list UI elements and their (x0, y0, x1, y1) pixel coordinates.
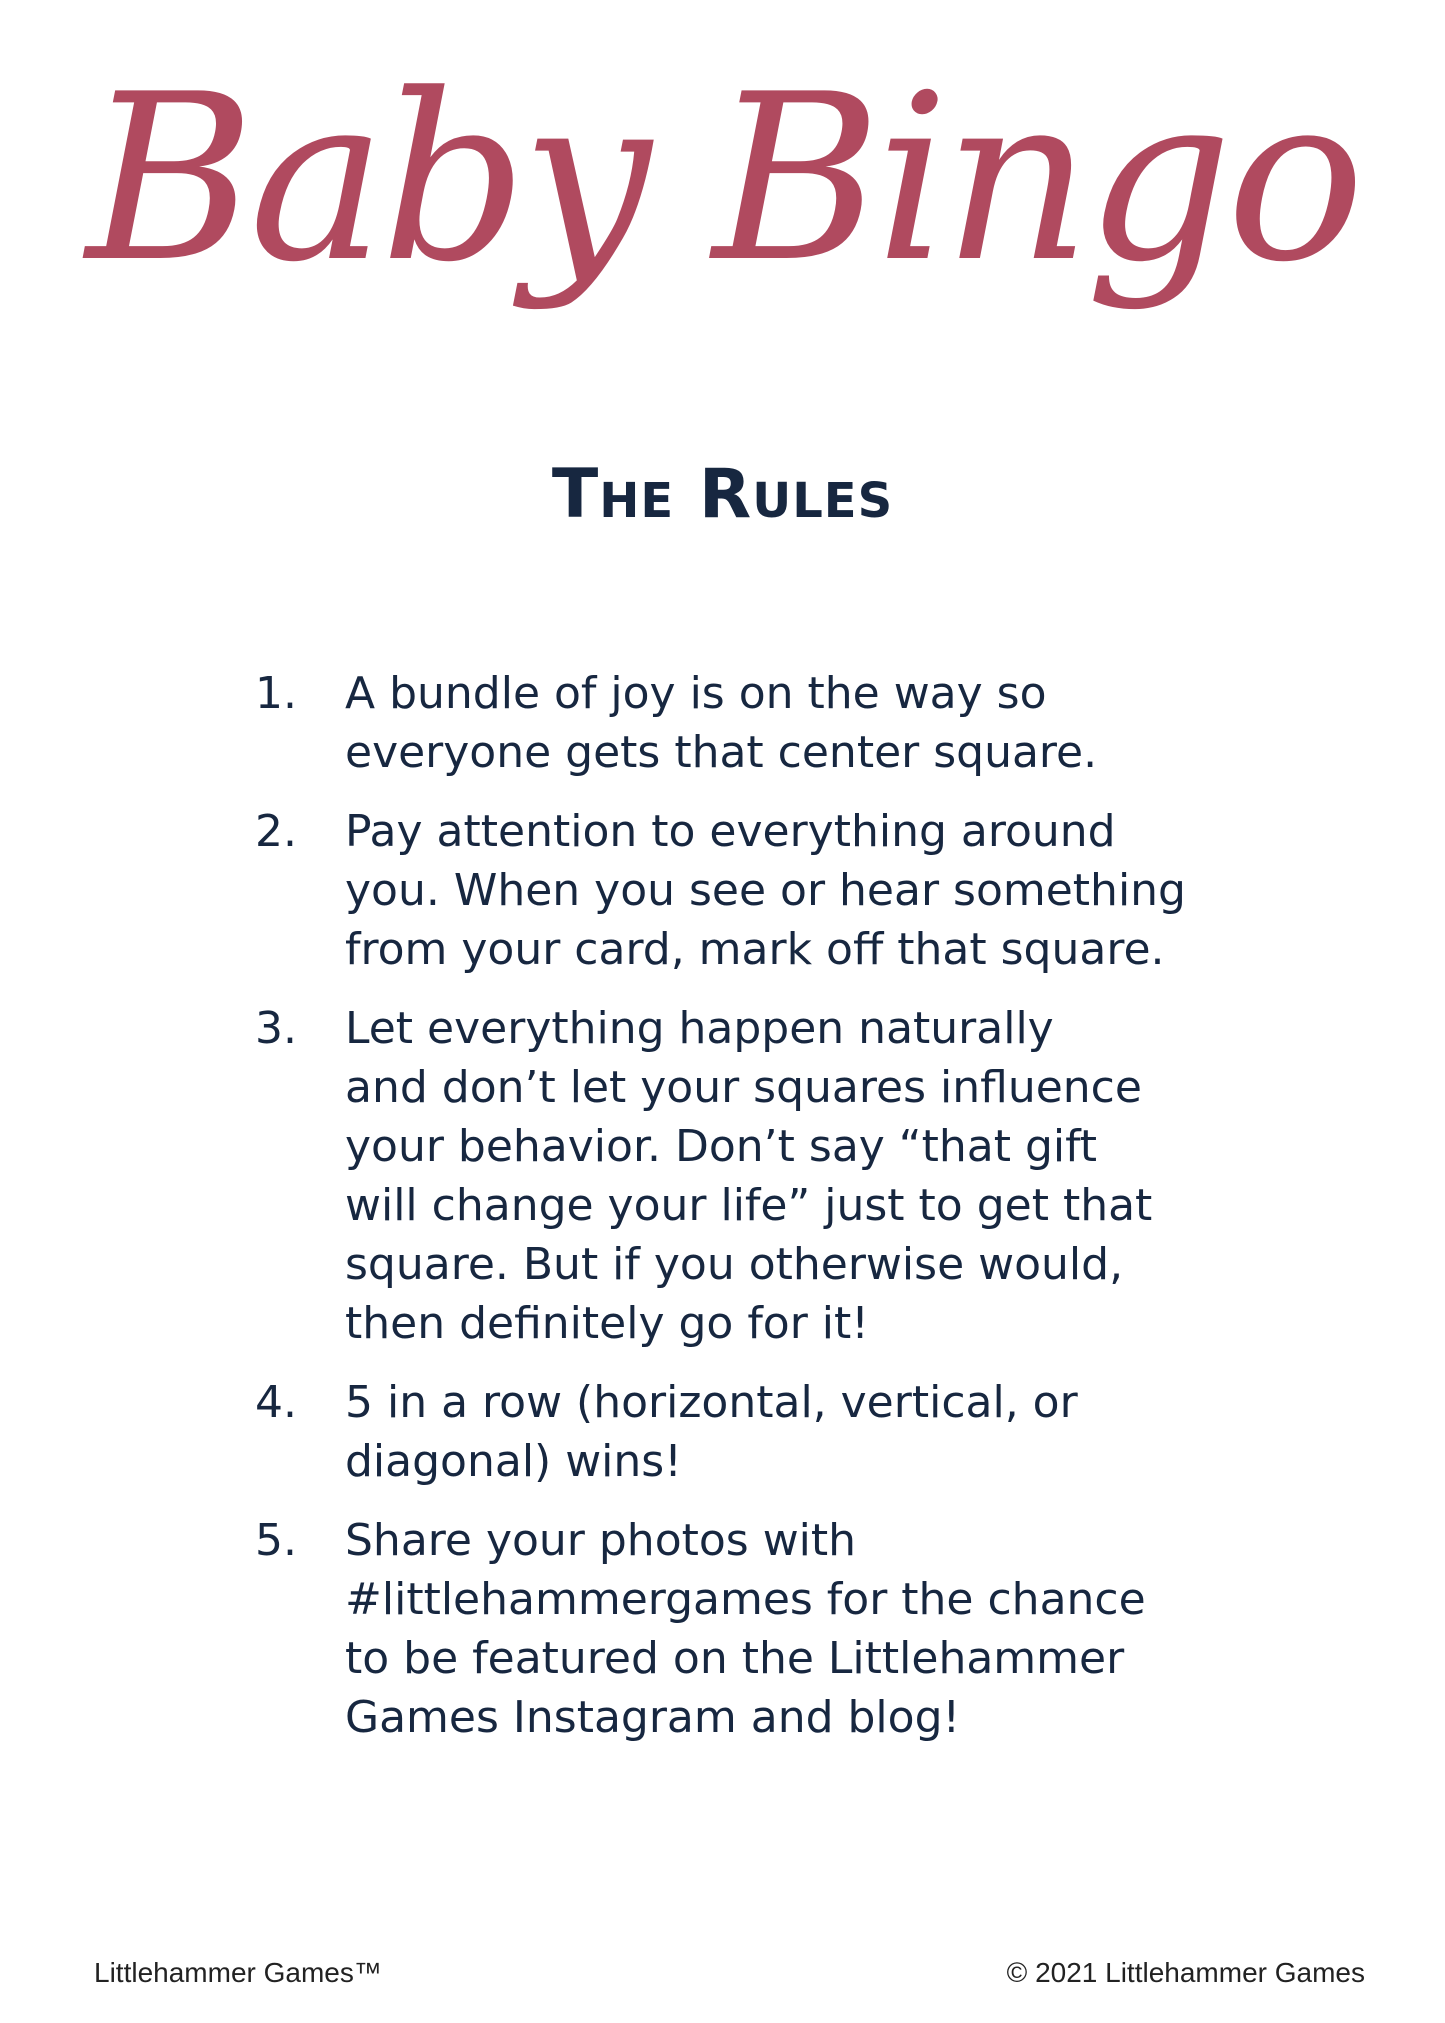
rule-number: 5. (255, 1515, 297, 1566)
rule-item-4 (255, 1373, 1265, 1491)
rule-item-3 (255, 999, 1265, 1353)
rule-text: Pay attention to everything around you. When you see or hear something from your card, mark off that square. (345, 806, 1186, 975)
rule-text: 5 in a row (horizontal, vertical, or diagonal) wins! (345, 1377, 1078, 1487)
rule-item-2 (255, 802, 1265, 979)
footer-brand: Littlehammer Games™ (94, 1957, 382, 1988)
rule-item-1 (255, 664, 1265, 782)
rule-text: Let everything happen naturally and don’t let your squares influence your behavior. Don’t say “that gift will change your life” just to get that square. But if you otherwise would, then definitely go for it! (345, 1003, 1153, 1349)
rule-number: 4. (255, 1377, 297, 1428)
rule-text: A bundle of joy is on the way so everyone gets that center square. (345, 668, 1098, 778)
rules-heading: The Rules (551, 455, 894, 534)
rule-text: Share your photos with #littlehammergames for the chance to be featured on the Littlehammer Games Instagram and blog! (345, 1515, 1146, 1743)
rule-number: 2. (255, 806, 297, 857)
rule-item-5 (255, 1511, 1265, 1747)
rule-number: 1. (255, 668, 297, 719)
rule-number: 3. (255, 1003, 297, 1054)
baby-bingo-script-title: Baby Bingo (86, 46, 1359, 313)
rules-list (255, 664, 1265, 1767)
footer-copyright: © 2021 Littlehammer Games (1006, 1957, 1365, 1988)
